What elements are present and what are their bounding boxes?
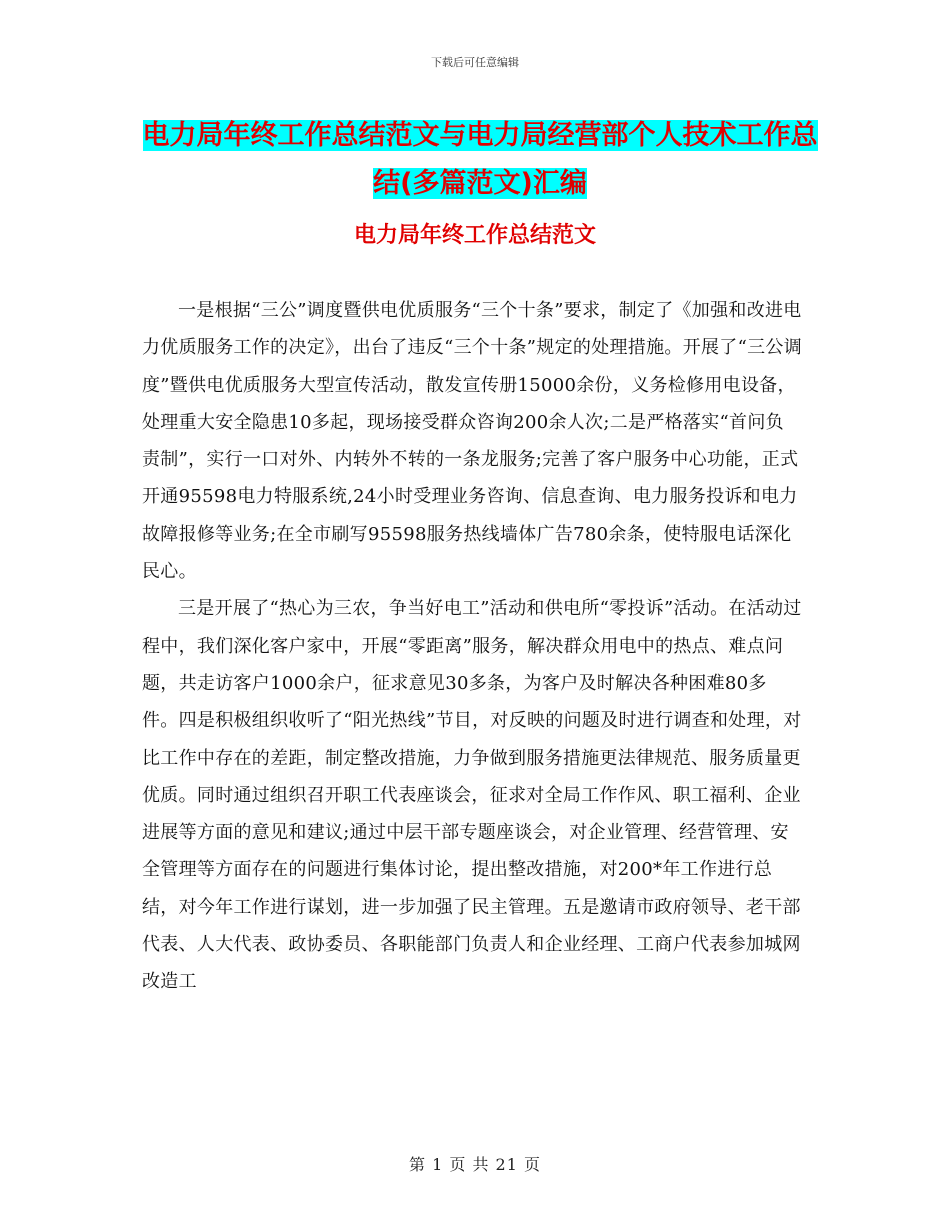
paragraph-2: 三是开展了“热心为三农，争当好电工”活动和供电所“零投诉”活动。在活动过程中，我们深化客户家中，开展“零距离”服务，解决群众用电中的热点、难点问题，共走访客户1000余户，征求意见30多条，为客户及时解决各种困难80多件。四是积极组织收听了“阳光热线”节目，对反映的问题及时进行调查和处理，对比工作中存在的差距，制定整改措施，力争做到服务措施更法律规范、服务质量更优质。同时通过组织召开职工代表座谈会，征求对全局工作作风、职工福利、企业进展等方面的意见和建议;通过中层干部专题座谈会，对企业管理、经营管理、安全管理等方面存在的问题进行集体讨论，提出整改措施，对200*年工作进行总结，对今年工作进行谋划，进一步加强了民主管理。五是邀请市政府领导、老干部代表、人大代表、政协委员、各职能部门负责人和企业经理、工商户代表参加城网改造工 <box>142 598 802 993</box>
document-title <box>140 112 820 208</box>
page-footer: 第 1 页 共 21 页 <box>409 1155 541 1174</box>
section-title: 电力局年终工作总结范文 <box>353 223 596 248</box>
document-title-text: 电力局年终工作总结范文与电力局经营部个人技术工作总结(多篇范文)汇编 <box>142 120 818 199</box>
body-text <box>142 292 802 1001</box>
paragraph-1: 一是根据“三公”调度暨供电优质服务“三个十条”要求，制定了《加强和改进电力优质服务工作的决定》，出台了违反“三个十条”规定的处理措施。开展了“三公调度”暨供电优质服务大型宣传活动，散发宣传册15000余份，义务检修用电设备，处理重大安全隐患10多起，现场接受群众咨询200余人次;二是严格落实“首问负责制”，实行一口对外、内转外不转的一条龙服务;完善了客户服务中心功能，正式开通95598电力特服系统,24小时受理业务咨询、信息查询、电力服务投诉和电力故障报修等业务;在全市刷写95598服务热线墙体广告780余条，使特服电话深化民心。 <box>142 300 803 583</box>
header-note: 下载后可任意编辑 <box>431 56 519 69</box>
